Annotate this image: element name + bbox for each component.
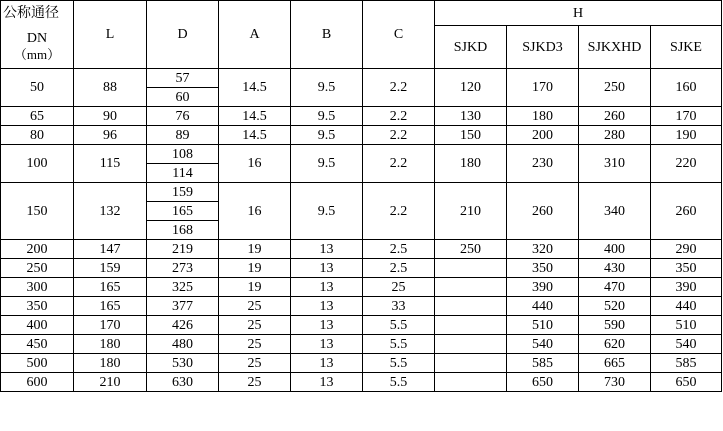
cell-D: 377 (147, 297, 219, 316)
cell-L: 165 (74, 297, 147, 316)
cell-H (435, 297, 507, 316)
cell-D: 325 (147, 278, 219, 297)
cell-L: 159 (74, 259, 147, 278)
cell-H: 650 (507, 373, 579, 392)
cell-C: 33 (363, 297, 435, 316)
cell-B: 9.5 (291, 183, 363, 240)
table-body (1, 69, 722, 392)
header-dn-cell (1, 26, 74, 69)
header-H: H (435, 1, 722, 26)
cell-dn: 500 (1, 354, 74, 373)
cell-C: 2.2 (363, 126, 435, 145)
table-row (1, 240, 722, 259)
cell-H: 440 (507, 297, 579, 316)
cell-L: 147 (74, 240, 147, 259)
cell-C: 5.5 (363, 316, 435, 335)
cell-A: 25 (219, 335, 291, 354)
cell-L: 180 (74, 354, 147, 373)
cell-L: 115 (74, 145, 147, 183)
table-row (1, 278, 722, 297)
cell-D: 168 (147, 221, 219, 240)
header-row-top (1, 1, 722, 26)
cell-H: 200 (507, 126, 579, 145)
header-h-type: SJKD3 (507, 26, 579, 69)
table-row (1, 373, 722, 392)
table-row (1, 126, 722, 145)
cell-H: 160 (651, 69, 722, 107)
cell-H: 510 (507, 316, 579, 335)
cell-H: 290 (651, 240, 722, 259)
cell-H: 190 (651, 126, 722, 145)
cell-D: 60 (147, 88, 219, 107)
cell-H (435, 373, 507, 392)
cell-H: 280 (579, 126, 651, 145)
cell-B: 9.5 (291, 145, 363, 183)
cell-H: 170 (651, 107, 722, 126)
cell-H (435, 259, 507, 278)
cell-H: 180 (435, 145, 507, 183)
cell-H (435, 335, 507, 354)
cell-L: 88 (74, 69, 147, 107)
cell-D: 219 (147, 240, 219, 259)
cell-A: 25 (219, 373, 291, 392)
cell-C: 2.5 (363, 259, 435, 278)
cell-dn: 600 (1, 373, 74, 392)
cell-C: 2.2 (363, 145, 435, 183)
cell-D: 89 (147, 126, 219, 145)
cell-H: 150 (435, 126, 507, 145)
header-dn-unit: （mm） (13, 46, 61, 62)
cell-L: 180 (74, 335, 147, 354)
cell-H: 310 (579, 145, 651, 183)
cell-A: 25 (219, 297, 291, 316)
cell-B: 13 (291, 240, 363, 259)
cell-B: 9.5 (291, 107, 363, 126)
cell-D: 57 (147, 69, 219, 88)
cell-A: 16 (219, 145, 291, 183)
cell-H: 585 (507, 354, 579, 373)
cell-B: 13 (291, 259, 363, 278)
cell-B: 13 (291, 316, 363, 335)
cell-L: 165 (74, 278, 147, 297)
cell-H: 320 (507, 240, 579, 259)
cell-dn: 200 (1, 240, 74, 259)
cell-A: 19 (219, 259, 291, 278)
cell-C: 5.5 (363, 373, 435, 392)
cell-C: 2.2 (363, 69, 435, 107)
table-row (1, 183, 722, 202)
cell-dn: 65 (1, 107, 74, 126)
cell-C: 2.2 (363, 107, 435, 126)
cell-dn: 50 (1, 69, 74, 107)
cell-A: 25 (219, 354, 291, 373)
cell-H: 520 (579, 297, 651, 316)
cell-H: 430 (579, 259, 651, 278)
cell-H (435, 354, 507, 373)
table-row (1, 354, 722, 373)
cell-H: 350 (651, 259, 722, 278)
cell-dn: 450 (1, 335, 74, 354)
cell-D: 76 (147, 107, 219, 126)
cell-H: 260 (507, 183, 579, 240)
cell-H: 390 (651, 278, 722, 297)
cell-D: 630 (147, 373, 219, 392)
cell-H: 350 (507, 259, 579, 278)
cell-H: 665 (579, 354, 651, 373)
cell-B: 13 (291, 335, 363, 354)
cell-C: 2.2 (363, 183, 435, 240)
cell-D: 530 (147, 354, 219, 373)
cell-A: 14.5 (219, 126, 291, 145)
cell-C: 5.5 (363, 354, 435, 373)
cell-D: 108 (147, 145, 219, 164)
cell-H: 540 (651, 335, 722, 354)
cell-A: 19 (219, 278, 291, 297)
cell-dn: 150 (1, 183, 74, 240)
cell-H: 220 (651, 145, 722, 183)
cell-B: 13 (291, 354, 363, 373)
cell-H: 400 (579, 240, 651, 259)
cell-D: 114 (147, 164, 219, 183)
table-row (1, 69, 722, 88)
cell-L: 96 (74, 126, 147, 145)
cell-H: 250 (435, 240, 507, 259)
cell-H: 250 (579, 69, 651, 107)
cell-C: 5.5 (363, 335, 435, 354)
table-row (1, 316, 722, 335)
table-row (1, 297, 722, 316)
header-A: A (219, 1, 291, 69)
cell-A: 14.5 (219, 107, 291, 126)
cell-D: 165 (147, 202, 219, 221)
cell-dn: 100 (1, 145, 74, 183)
cell-H (435, 278, 507, 297)
cell-dn: 250 (1, 259, 74, 278)
table-row (1, 259, 722, 278)
header-C: C (363, 1, 435, 69)
cell-dn: 300 (1, 278, 74, 297)
cell-L: 90 (74, 107, 147, 126)
cell-A: 19 (219, 240, 291, 259)
header-B: B (291, 1, 363, 69)
header-dn: DN (26, 30, 48, 46)
cell-C: 2.5 (363, 240, 435, 259)
cell-D: 159 (147, 183, 219, 202)
cell-B: 9.5 (291, 69, 363, 107)
cell-H: 390 (507, 278, 579, 297)
cell-H: 260 (579, 107, 651, 126)
header-h-type: SJKE (651, 26, 722, 69)
cell-H: 650 (651, 373, 722, 392)
cell-L: 132 (74, 183, 147, 240)
cell-D: 273 (147, 259, 219, 278)
cell-H: 540 (507, 335, 579, 354)
cell-A: 14.5 (219, 69, 291, 107)
cell-H: 260 (651, 183, 722, 240)
header-nominal-diameter: 公称通径 (1, 1, 74, 26)
cell-H: 590 (579, 316, 651, 335)
cell-dn: 80 (1, 126, 74, 145)
header-h-type: SJKXHD (579, 26, 651, 69)
cell-H: 130 (435, 107, 507, 126)
table-row (1, 107, 722, 126)
cell-dn: 400 (1, 316, 74, 335)
cell-H: 210 (435, 183, 507, 240)
cell-H: 180 (507, 107, 579, 126)
cell-H: 120 (435, 69, 507, 107)
cell-H: 620 (579, 335, 651, 354)
cell-H: 585 (651, 354, 722, 373)
cell-B: 13 (291, 297, 363, 316)
cell-dn: 350 (1, 297, 74, 316)
cell-H (435, 316, 507, 335)
cell-L: 210 (74, 373, 147, 392)
cell-H: 470 (579, 278, 651, 297)
cell-H: 730 (579, 373, 651, 392)
cell-A: 16 (219, 183, 291, 240)
cell-D: 480 (147, 335, 219, 354)
table-row (1, 335, 722, 354)
header-D: D (147, 1, 219, 69)
cell-C: 25 (363, 278, 435, 297)
cell-B: 13 (291, 278, 363, 297)
cell-H: 440 (651, 297, 722, 316)
cell-H: 170 (507, 69, 579, 107)
cell-B: 13 (291, 373, 363, 392)
cell-B: 9.5 (291, 126, 363, 145)
cell-H: 230 (507, 145, 579, 183)
table-row (1, 145, 722, 164)
cell-A: 25 (219, 316, 291, 335)
header-L: L (74, 1, 147, 69)
cell-H: 510 (651, 316, 722, 335)
header-h-type: SJKD (435, 26, 507, 69)
cell-L: 170 (74, 316, 147, 335)
cell-H: 340 (579, 183, 651, 240)
cell-D: 426 (147, 316, 219, 335)
